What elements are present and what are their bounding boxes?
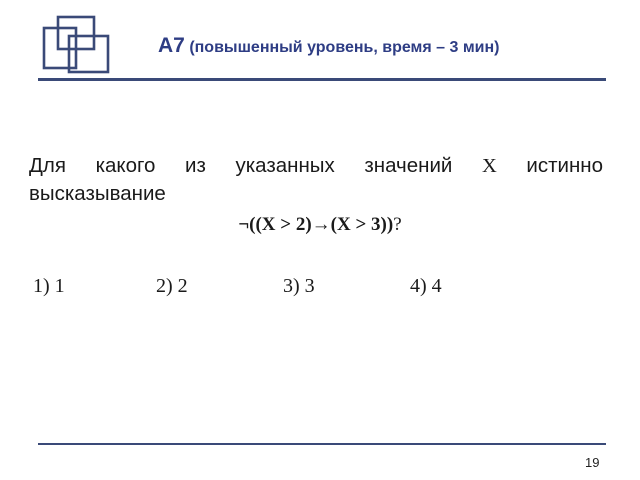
- formula: [0, 212, 640, 238]
- footer-divider: [38, 443, 606, 445]
- task-subtitle: (повышенный уровень, время – 3 мин): [189, 39, 500, 56]
- overlapping-squares-logo-icon: [38, 14, 114, 78]
- question-line-2: высказывание: [29, 182, 166, 205]
- answer-option-3[interactable]: 3) 3: [283, 275, 315, 297]
- header-divider: [38, 78, 606, 81]
- formula-expression: ¬((X > 2)→(X > 3)): [238, 214, 394, 235]
- variable-x: X: [481, 155, 497, 177]
- slide-title: [158, 34, 500, 58]
- page-number: 19: [585, 455, 600, 470]
- task-code: А7: [158, 34, 185, 57]
- answer-option-4[interactable]: 4) 4: [410, 275, 442, 297]
- question-line-1: Для какого из указанных значений X истинно: [29, 154, 603, 177]
- answer-option-1[interactable]: 1) 1: [33, 275, 65, 297]
- formula-question-mark: ?: [393, 214, 402, 235]
- answer-option-2[interactable]: 2) 2: [156, 275, 188, 297]
